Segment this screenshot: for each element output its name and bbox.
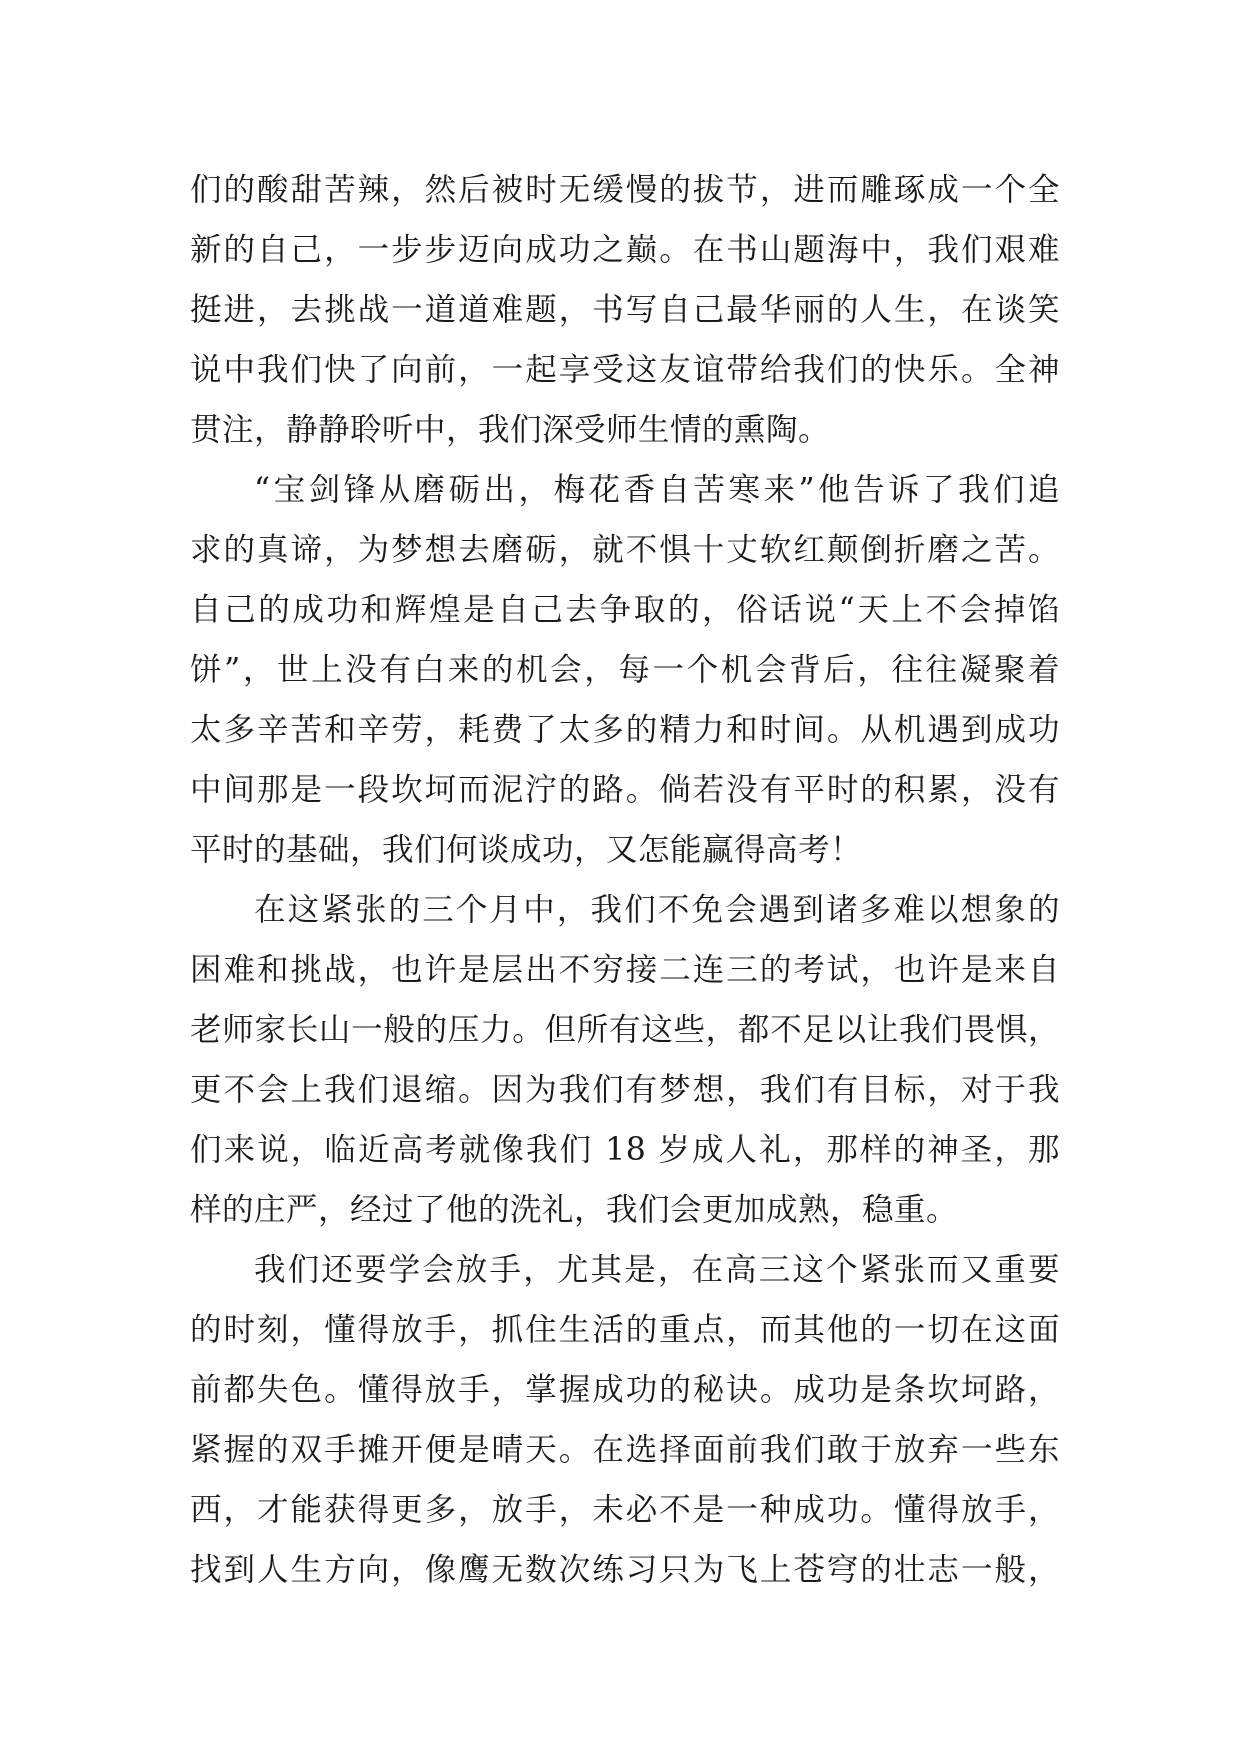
text-line: 前都失色。懂得放手，掌握成功的秘诀。成功是条坎坷路， xyxy=(190,1372,1060,1408)
text-line: 中间那是一段坎坷而泥泞的路。倘若没有平时的积累，没有 xyxy=(190,772,1060,808)
text-line: 在这紧张的三个月中，我们不免会遇到诸多难以想象的 xyxy=(254,892,1060,928)
text-line: 说中我们快了向前，一起享受这友谊带给我们的快乐。全神 xyxy=(190,352,1060,388)
text-line: 们的酸甜苦辣，然后被时无缓慢的拔节，进而雕琢成一个全 xyxy=(190,172,1060,208)
text-line: 太多辛苦和辛劳，耗费了太多的精力和时间。从机遇到成功 xyxy=(190,712,1060,748)
text-line: 挺进，去挑战一道道难题，书写自己最华丽的人生，在谈笑 xyxy=(190,292,1060,328)
text-line: 求的真谛，为梦想去磨砺，就不惧十丈软红颠倒折磨之苦。 xyxy=(190,532,1060,568)
text-line: 贯注，静静聆听中，我们深受师生情的熏陶。 xyxy=(190,412,831,448)
text-line: 西，才能获得更多，放手，未必不是一种成功。懂得放手， xyxy=(190,1492,1060,1528)
text-line: 紧握的双手摊开便是晴天。在选择面前我们敢于放弃一些东 xyxy=(190,1432,1060,1468)
text-line: 我们还要学会放手，尤其是，在高三这个紧张而又重要 xyxy=(254,1252,1060,1288)
text-line: 平时的基础，我们何谈成功，又怎能赢得高考！ xyxy=(190,832,863,868)
text-line: 自己的成功和辉煌是自己去争取的，俗话说“天上不会掉馅 xyxy=(190,592,1060,628)
text-line: 的时刻，懂得放手，抓住生活的重点，而其他的一切在这面 xyxy=(190,1312,1060,1348)
text-line: 新的自己，一步步迈向成功之巅。在书山题海中，我们艰难 xyxy=(190,232,1060,268)
text-line: 样的庄严，经过了他的洗礼，我们会更加成熟，稳重。 xyxy=(190,1192,959,1228)
text-line: “宝剑锋从磨砺出，梅花香自苦寒来”他告诉了我们追 xyxy=(254,472,1060,508)
text-line: 困难和挑战，也许是层出不穷接二连三的考试，也许是来自 xyxy=(190,952,1060,988)
text-line: 更不会上我们退缩。因为我们有梦想，我们有目标，对于我 xyxy=(190,1072,1060,1108)
text-line: 饼”，世上没有白来的机会，每一个机会背后，往往凝聚着 xyxy=(190,652,1060,688)
text-line: 老师家长山一般的压力。但所有这些，都不足以让我们畏惧， xyxy=(190,1012,1060,1048)
body-text xyxy=(190,160,1060,1600)
text-line: 们来说，临近高考就像我们 18 岁成人礼，那样的神圣，那 xyxy=(190,1132,1060,1168)
text-line: 找到人生方向，像鹰无数次练习只为飞上苍穹的壮志一般， xyxy=(190,1552,1060,1588)
